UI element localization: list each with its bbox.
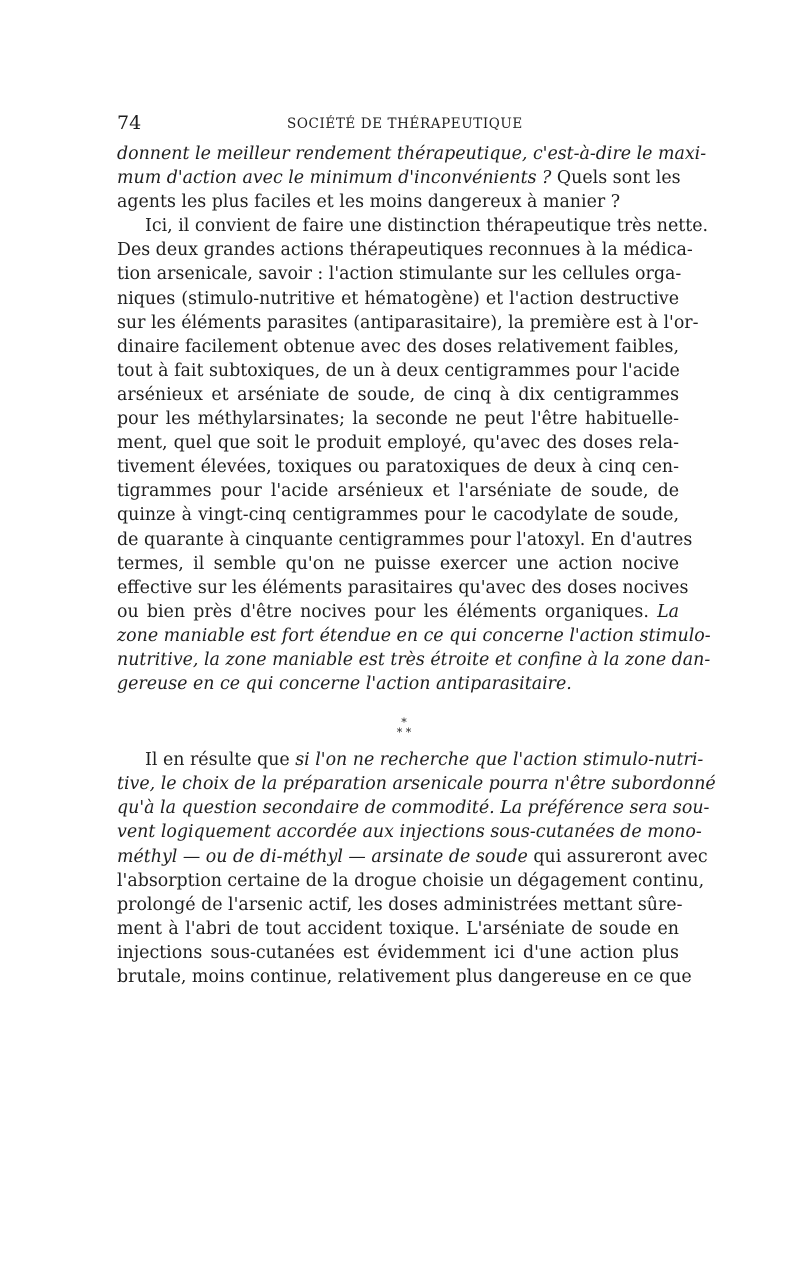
text-line <box>117 869 705 893</box>
text-line <box>117 893 683 917</box>
text-run: prolongé de l'arsenic actif, les doses administrées mettant sûre- <box>117 894 683 915</box>
text-run: arsénieux et arséniate de soude, de cinq à dix centigrammes <box>117 384 679 405</box>
text-line <box>117 672 679 696</box>
text-line <box>117 431 679 455</box>
text-run: quinze à vingt-cinq centigrammes pour le cacodylate de soude, <box>117 505 679 526</box>
text-run: sur les éléments parasites (antiparasitaire), la première est à l'or- <box>117 312 699 333</box>
body-text <box>117 142 716 989</box>
text-run: ment à l'abri de tout accident toxique. L'arséniate de soude en <box>117 918 679 939</box>
book-page <box>117 112 716 989</box>
text-line <box>117 262 682 286</box>
text-line <box>117 479 679 503</box>
text-line <box>117 748 704 772</box>
text-line <box>117 359 679 383</box>
italic-run: donnent le meilleur rendement thérapeutique, c'est-à-dire le maxi- <box>117 144 707 164</box>
text-run: Des deux grandes actions thérapeutiques reconnues à la médica- <box>117 240 693 261</box>
text-line <box>117 238 693 262</box>
text-run: ou bien près d'être nocives pour les éléments organiques. <box>117 601 658 622</box>
text-line <box>117 503 679 527</box>
page-number: 74 <box>117 112 142 134</box>
text-line <box>117 796 710 820</box>
asterism-separator <box>117 696 679 748</box>
text-run: agents les plus faciles et les moins dangereux à manier ? <box>117 192 621 213</box>
text-run: l'absorption certaine de la drogue choisie un dégagement continu, <box>117 870 705 891</box>
italic-run: tive, le choix de la préparation arsenicale pourra n'être subordonné <box>117 774 716 795</box>
running-title: SOCIÉTÉ DE THÉRAPEUTIQUE <box>287 116 523 132</box>
italic-run: si l'on ne recherche que l'action stimulo-nutri- <box>295 750 704 771</box>
italic-run: vent logiquement accordée aux injections sous-cutanées de mono- <box>117 822 702 843</box>
text-line <box>117 311 699 335</box>
text-line <box>117 820 702 844</box>
page-header <box>117 112 679 142</box>
text-run: brutale, moins continue, relativement plus dangereuse en ce que <box>117 967 692 987</box>
text-line <box>117 335 679 359</box>
text-run: termes, il semble qu'on ne puisse exercer une action nocive <box>117 553 679 574</box>
text-line <box>117 648 711 672</box>
italic-run: méthyl — ou de di-méthyl — arsinate de soude <box>117 846 528 867</box>
italic-run: zone maniable est fort étendue en ce qui concerne l'action stimulo- <box>117 625 711 646</box>
text-run: tigrammes pour l'acide arsénieux et l'arséniate de soude, de <box>117 481 679 502</box>
asterism-star-top: * <box>401 716 407 730</box>
text-run: dinaire facilement obtenue avec des doses relativement faibles, <box>117 336 679 357</box>
text-run: ment, quel que soit le produit employé, qu'avec des doses rela- <box>117 433 679 454</box>
text-line <box>117 142 707 166</box>
text-line <box>117 600 679 624</box>
text-line <box>117 287 679 311</box>
text-run: Il en résulte que <box>145 750 296 771</box>
text-run: pour les méthylarsinates; la seconde ne peut l'être habituelle- <box>117 409 679 430</box>
text-line <box>117 190 679 214</box>
text-run: tout à fait subtoxiques, de un à deux centigrammes pour l'acide <box>117 360 680 381</box>
text-line <box>117 917 679 941</box>
text-line <box>117 407 679 431</box>
text-run: niques (stimulo-nutritive et hématogène) et l'action destructive <box>117 288 679 309</box>
italic-run: gereuse en ce qui concerne l'action antiparasitaire. <box>117 674 572 695</box>
italic-run: mum d'action avec le minimum d'inconvénients ? <box>117 168 552 189</box>
text-run: effective sur les éléments parasitaires qu'avec des doses nocives <box>117 577 689 598</box>
text-line <box>117 528 693 552</box>
text-run: de quarante à cinquante centigrammes pour l'atoxyl. En d'autres <box>117 529 693 550</box>
text-run: Ici, il convient de faire une distinction thérapeutique très nette. <box>145 216 709 237</box>
text-line <box>117 965 692 989</box>
text-run: tivement élevées, toxiques ou paratoxiques de deux à cinq cen- <box>117 457 679 478</box>
italic-run: La <box>657 601 679 622</box>
asterism-star-bottom: * * <box>396 726 412 740</box>
text-run: tion arsenicale, savoir : l'action stimulante sur les cellules orga- <box>117 264 682 285</box>
text-run: injections sous-cutanées est évidemment ici d'une action plus <box>117 942 679 963</box>
text-line <box>117 166 679 190</box>
text-line <box>117 455 679 479</box>
text-line <box>117 576 689 600</box>
italic-run: nutritive, la zone maniable est très étroite et confine à la zone dan- <box>117 649 711 670</box>
text-run: qui assureront avec <box>527 846 708 867</box>
text-line <box>117 941 679 965</box>
text-line <box>117 772 716 796</box>
text-line <box>117 845 708 869</box>
text-line <box>117 383 679 407</box>
text-line <box>117 214 709 238</box>
text-line <box>117 624 711 648</box>
text-line <box>117 552 679 576</box>
text-run: Quels sont les <box>551 168 681 189</box>
italic-run: qu'à la question secondaire de commodité. La préférence sera sou- <box>117 798 710 819</box>
